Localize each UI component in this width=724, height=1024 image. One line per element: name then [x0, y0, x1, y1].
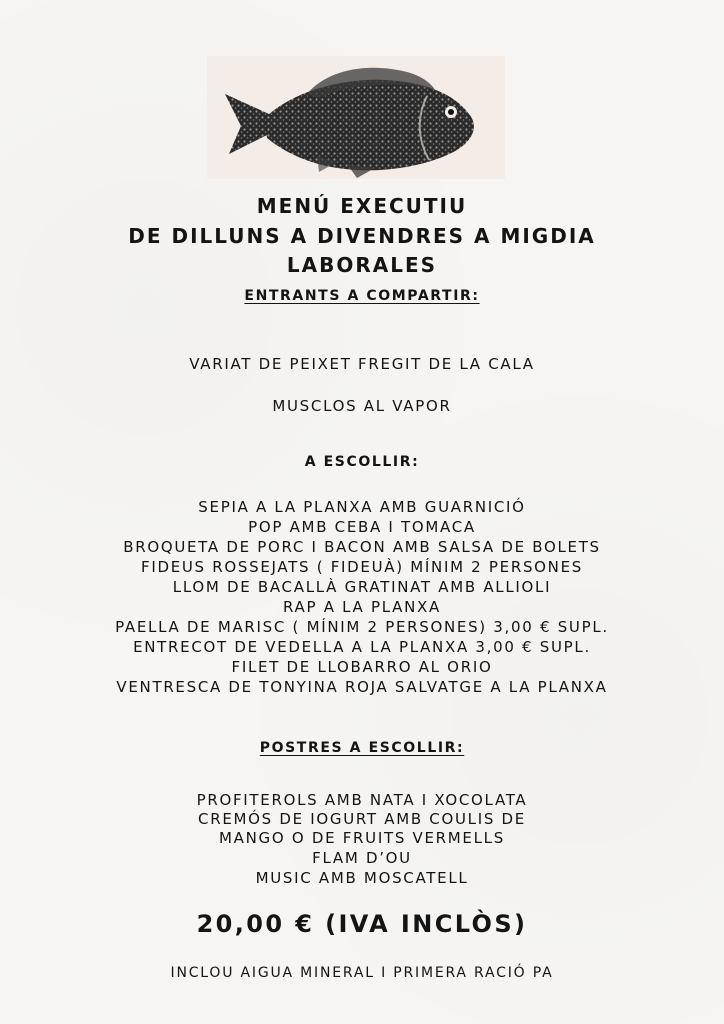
dessert-item: CREMÓS DE IOGURT AMB COULIS DE: [198, 810, 526, 828]
menu-price: 20,00 € (IVA INCLÒS): [196, 910, 528, 938]
main-item: SEPIA A LA PLANXA AMB GUARNICIÓ: [198, 498, 526, 516]
entrant-item: VARIAT DE PEIXET FREGIT DE LA CALA: [189, 355, 535, 373]
main-item: PAELLA DE MARISC ( MÍNIM 2 PERSONES) 3,00 € SUPL.: [115, 618, 609, 636]
entrant-item: MUSCLOS AL VAPOR: [272, 397, 452, 415]
main-item: POP AMB CEBA I TOMACA: [248, 518, 476, 536]
main-item: FILET DE LLOBARRO AL ORIO: [231, 658, 493, 676]
dessert-item: MUSIC AMB MOSCATELL: [255, 869, 469, 887]
fish-print-image: [207, 56, 505, 179]
entrants-heading: [0, 288, 724, 304]
menu-title-line-1: MENÚ EXECUTIU: [256, 194, 468, 218]
dessert-item: PROFITEROLS AMB NATA I XOCOLATA: [196, 791, 528, 809]
footer-note: INCLOU AIGUA MINERAL I PRIMERA RACIÓ PA: [170, 965, 554, 981]
main-item: VENTRESCA DE TONYINA ROJA SALVATGE A LA PLANXA: [116, 678, 608, 696]
dessert-item: MANGO O DE FRUITS VERMELLS: [219, 829, 505, 847]
entrants-heading-text: ENTRANTS A COMPARTIR:: [244, 288, 480, 304]
main-item: ENTRECOT DE VEDELLA A LA PLANXA 3,00 € SUPL.: [133, 638, 591, 656]
main-item: BROQUETA DE PORC I BACON AMB SALSA DE BOLETS: [123, 538, 601, 556]
menu-title-line-3: LABORALES: [286, 253, 438, 277]
desserts-heading-text: POSTRES A ESCOLLIR:: [259, 740, 465, 756]
fish-icon: [207, 56, 505, 179]
desserts-heading: [0, 740, 724, 756]
main-item: LLOM DE BACALLÀ GRATINAT AMB ALLIOLI: [172, 578, 552, 596]
main-item: FIDEUS ROSSEJATS ( FIDEUÀ) MÍNIM 2 PERSONES: [141, 558, 583, 576]
main-item: RAP A LA PLANXA: [283, 598, 441, 616]
menu-title-line-2: DE DILLUNS A DIVENDRES A MIGDIA: [128, 224, 596, 248]
dessert-item: FLAM D’OU: [312, 849, 412, 867]
mains-heading: A ESCOLLIR:: [304, 454, 420, 470]
